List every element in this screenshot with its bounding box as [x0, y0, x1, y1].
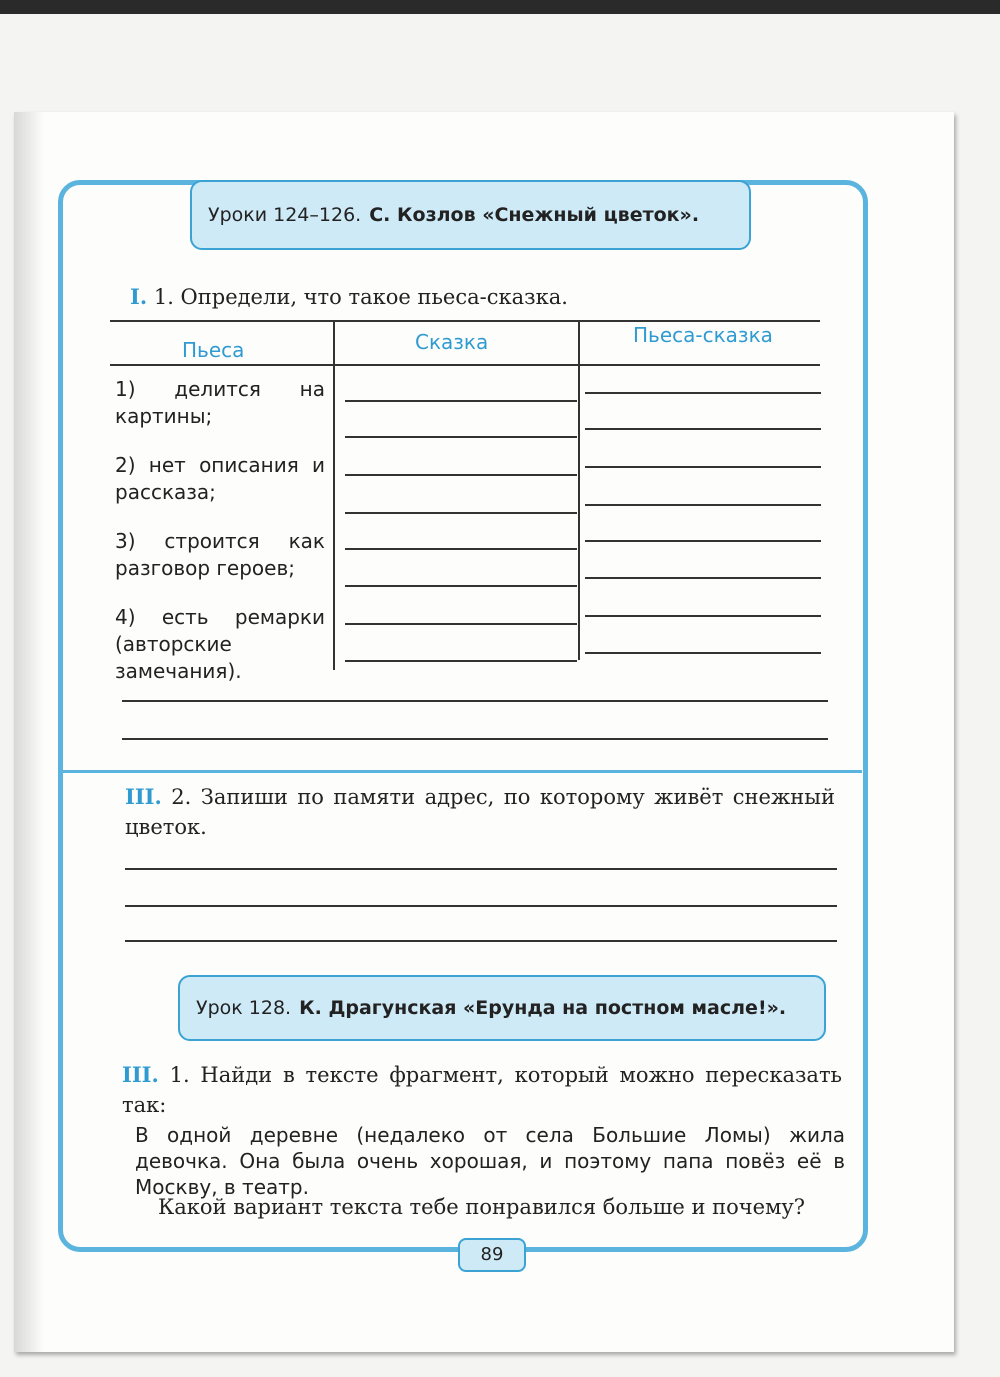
table-top-line [110, 320, 820, 322]
lesson-title: К. Драгунская «Ерунда на постном масле!». [299, 997, 787, 1019]
section-divider [62, 770, 862, 773]
lesson-header-1 [190, 180, 751, 250]
table-header-play-tale: Пьеса-сказка [633, 323, 773, 347]
answer-line[interactable] [345, 436, 577, 438]
retelling-quote: В одной деревне (недалеко от села Большие Ломы) жила девочка. Она была очень хорошая, и поэтому папа повёз её в Москву, в театр. [135, 1123, 845, 1199]
answer-line[interactable] [585, 428, 821, 430]
task-text: 1. Найди в тексте фрагмент, который можно пересказать так: [122, 1063, 842, 1117]
table-header-tale: Сказка [415, 330, 489, 354]
table-row-label: 1) делится на картины; [115, 377, 325, 428]
answer-line[interactable] [125, 868, 837, 870]
scan-edge [0, 0, 1000, 14]
lesson-number: Уроки 124–126. [208, 204, 362, 226]
answer-line[interactable] [345, 623, 577, 625]
table-header-line [110, 364, 820, 366]
answer-line[interactable] [122, 700, 828, 702]
answer-line[interactable] [585, 615, 821, 617]
table-header-play: Пьеса [182, 338, 245, 362]
answer-line[interactable] [345, 474, 577, 476]
answer-line[interactable] [585, 577, 821, 579]
answer-line[interactable] [125, 905, 837, 907]
table-column-divider [333, 320, 335, 670]
answer-line[interactable] [585, 504, 821, 506]
answer-line[interactable] [345, 512, 577, 514]
lesson-header-2 [178, 975, 826, 1041]
task-1-question [130, 282, 568, 312]
answer-line[interactable] [125, 940, 837, 942]
answer-line[interactable] [585, 466, 821, 468]
task-text: 2. Запиши по памяти адрес, по которому живёт снежный цветок. [125, 785, 835, 839]
answer-line[interactable] [585, 652, 821, 654]
table-row-label: 4) есть ремарки (авторские замечания). [115, 605, 325, 683]
task-level: III. [122, 1062, 159, 1087]
page-spine-shadow [14, 112, 44, 1352]
answer-line[interactable] [585, 540, 821, 542]
lesson-number: Урок 128. [196, 997, 292, 1019]
task-3-followup: Какой вариант текста тебе понравился больше и почему? [158, 1195, 806, 1219]
task-3-question [122, 1060, 842, 1120]
table-column-divider [578, 320, 580, 660]
lesson-title: С. Козлов «Снежный цветок». [369, 204, 700, 226]
answer-line[interactable] [345, 400, 577, 402]
table-row-label: 3) строится как разговор героев; [115, 529, 325, 580]
answer-line[interactable] [345, 660, 577, 662]
task-level: III. [125, 784, 162, 809]
answer-line[interactable] [345, 585, 577, 587]
task-2-question [125, 782, 835, 842]
task-text: 1. Определи, что такое пьеса-сказка. [153, 285, 568, 309]
answer-line[interactable] [585, 392, 821, 394]
table-row-label: 2) нет описания и рассказа; [115, 453, 325, 504]
task-level: I. [130, 284, 148, 309]
answer-line[interactable] [122, 738, 828, 740]
answer-line[interactable] [345, 548, 577, 550]
page-number: 89 [458, 1238, 526, 1272]
